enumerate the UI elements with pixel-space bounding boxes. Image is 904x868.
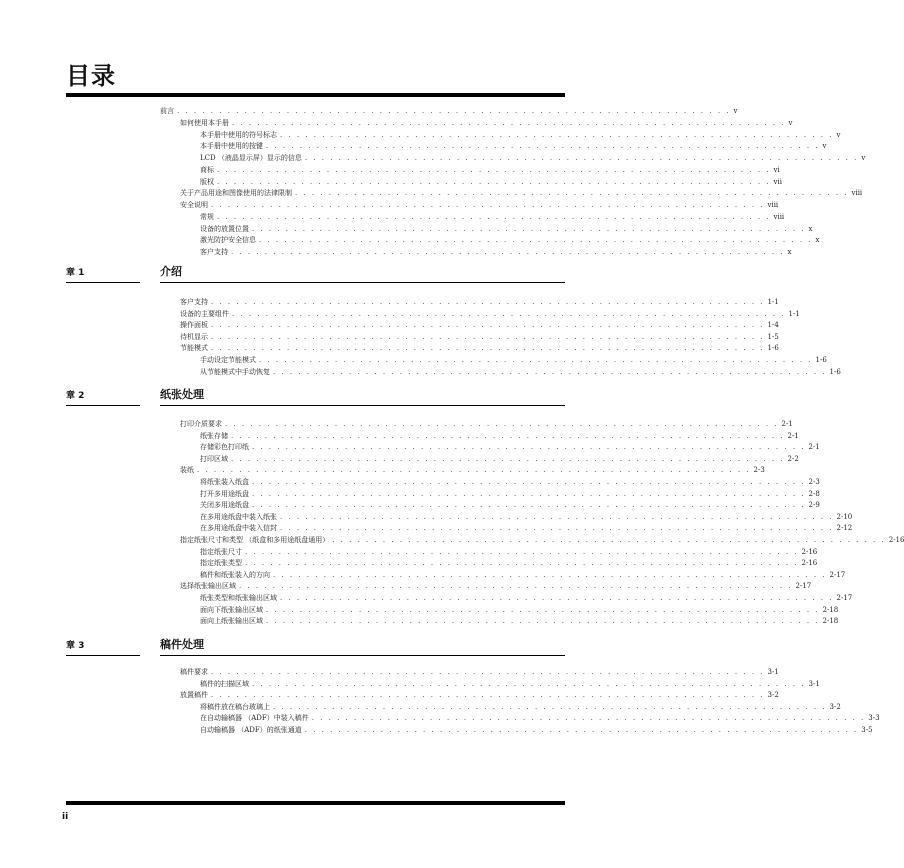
toc-entry-label: 手动设定节能模式: [200, 356, 256, 364]
toc-entry-label: 设备的主要组件: [180, 309, 229, 318]
toc-entry[interactable]: [180, 464, 765, 476]
dot-leader: . . . . . . . . . . . . . . . . . . . . . . . . . . . . . . . . . . . . . . . . . . . . . . . . . . . . . . . . . . . . . . . . . .: [280, 130, 834, 139]
chapter-title[interactable]: 纸张处理: [160, 388, 204, 401]
dot-leader: . . . . . . . . . . . . . . . . . . . . . . . . . . . . . . . . . . . . . . . . . . . . . . . . . . . . . . . . . . . . . . . . . .: [211, 201, 765, 209]
toc-entry-label: 放置稿件: [180, 691, 208, 700]
toc-entry[interactable]: [200, 712, 880, 724]
toc-entry-label: 稿件的扫描区域: [200, 679, 249, 688]
toc-entry[interactable]: [200, 546, 818, 558]
dot-leader: . . . . . . . . . . . . . . . . . . . . . . . . . . . . . . . . . . . . . . . . . . . . . . . . . . . . . . . . . . . . . . . . . .: [197, 466, 751, 475]
toc-entry-label: 本手册中使用的按键: [200, 142, 263, 151]
toc-entry-label: 将纸张装入纸盒: [200, 478, 249, 486]
chapter-title[interactable]: 介绍: [160, 265, 182, 278]
toc-entry[interactable]: [180, 187, 863, 199]
toc-entry[interactable]: [160, 105, 738, 117]
toc-entry-page: v: [788, 118, 793, 127]
toc-entry-label: 面向下纸张输出区域: [200, 605, 263, 614]
toc-entry-page: 1-6: [767, 344, 779, 353]
toc-entry-label: 打印区域: [200, 454, 228, 463]
toc-entry-label: 稿件和纸张装入的方向: [200, 570, 270, 579]
toc-entry[interactable]: [200, 453, 799, 465]
toc-entry[interactable]: [200, 152, 866, 164]
toc-entry-page: viii: [773, 212, 785, 221]
dot-leader: . . . . . . . . . . . . . . . . . . . . . . . . . . . . . . . . . . . . . . . . . . . . . . . . . . . . . . . . . . . . . . . . . .: [177, 107, 731, 115]
toc-entry[interactable]: [200, 604, 839, 616]
toc-entry-page: v: [836, 130, 841, 139]
toc-entry[interactable]: [200, 569, 846, 581]
toc-entry[interactable]: [200, 211, 785, 223]
toc-entry-page: viii: [767, 201, 779, 209]
toc-entry-page: 1-1: [767, 298, 779, 306]
toc-entry[interactable]: [200, 354, 827, 366]
dot-leader: . . . . . . . . . . . . . . . . . . . . . . . . . . . . . . . . . . . . . . . . . . . . . . . . . . . . . . . . . . . . . . . . . .: [211, 332, 765, 341]
toc-entry-page: 2-9: [808, 501, 820, 510]
toc-entry[interactable]: [180, 331, 779, 343]
chapter-rule: [160, 405, 565, 406]
toc-entry-label: 将稿件放在稿台玻璃上: [200, 702, 270, 711]
dot-leader: . . . . . . . . . . . . . . . . . . . . . . . . . . . . . . . . . . . . . . . . . . . . . . . . . . . . . . . . . . . . . . . . . .: [259, 236, 813, 245]
toc-entry[interactable]: [180, 342, 779, 354]
dot-leader: . . . . . . . . . . . . . . . . . . . . . . . . . . . . . . . . . . . . . . . . . . . . . . . . . . . . . . . . . . . . . . . . . .: [245, 547, 799, 556]
toc-entry-label: 前言: [160, 107, 174, 115]
toc-entry[interactable]: [200, 522, 853, 534]
toc-entry-page: 1-1: [788, 309, 800, 318]
toc-entry-page: 3-2: [829, 702, 841, 711]
toc-entry[interactable]: [200, 441, 820, 453]
toc-entry-label: 在自动输稿器 （ADF）中装入稿件: [200, 714, 309, 723]
toc-entry-page: 2-17: [795, 582, 812, 591]
toc-entry-page: 3-2: [767, 691, 779, 700]
toc-entry[interactable]: [200, 724, 873, 736]
toc-entry-page: 2-16: [801, 559, 818, 568]
toc-entry-page: 3-5: [861, 726, 873, 734]
toc-entry-page: v: [822, 142, 827, 151]
chapter-title[interactable]: 稿件处理: [160, 638, 204, 651]
toc-entry[interactable]: [200, 511, 853, 523]
toc-entry[interactable]: [180, 666, 779, 678]
toc-entry[interactable]: [200, 176, 782, 188]
dot-leader: . . . . . . . . . . . . . . . . . . . . . . . . . . . . . . . . . . . . . . . . . . . . . . . . . . . . . . . . . . . . . . . . . .: [231, 431, 785, 440]
toc-entry-label: 从节能模式中手动恢复: [200, 367, 270, 376]
toc-entry-label: 在多用途纸盘中装入纸张: [200, 512, 277, 521]
toc-entry[interactable]: [200, 164, 780, 176]
toc-entry-label: 在多用途纸盘中装入信封: [200, 524, 277, 533]
toc-entry-page: 1-5: [767, 332, 779, 341]
toc-entry[interactable]: [200, 488, 820, 500]
dot-leader: . . . . . . . . . . . . . . . . . . . . . . . . . . . . . . . . . . . . . . . . . . . . . . . . . . . . . . . . . . . . . . . . . .: [231, 248, 785, 256]
toc-entry-page: 2-17: [829, 570, 846, 579]
toc-entry-page: 2-1: [787, 431, 799, 440]
dot-leader: . . . . . . . . . . . . . . . . . . . . . . . . . . . . . . . . . . . . . . . . . . . . . . . . . . . . . . . . . . . . . . . . . .: [280, 594, 834, 602]
dot-leader: . . . . . . . . . . . . . . . . . . . . . . . . . . . . . . . . . . . . . . . . . . . . . . . . . . . . . . . . . . . . . . . . . .: [273, 367, 827, 376]
chapter-number: 章 3: [66, 641, 85, 651]
chapter-rule: [160, 282, 565, 283]
dot-leader: . . . . . . . . . . . . . . . . . . . . . . . . . . . . . . . . . . . . . . . . . . . . . . . . . . . . . . . . . . . . . . . . . .: [211, 691, 765, 700]
chapter-number: 章 1: [66, 268, 85, 278]
toc-entry-label: 常规: [200, 212, 214, 221]
toc-entry-page: 3-1: [808, 679, 820, 688]
toc-entry[interactable]: [180, 308, 800, 320]
dot-leader: . . . . . . . . . . . . . . . . . . . . . . . . . . . . . . . . . . . . . . . . . . . . . . . . . . . . . . . . . . . . . . . . . .: [217, 177, 771, 186]
dot-leader: . . . . . . . . . . . . . . . . . . . . . . . . . . . . . . . . . . . . . . . . . . . . . . . . . . . . . . . . . . . . . . . . . .: [252, 224, 806, 233]
toc-entry-page: 2-3: [808, 478, 820, 486]
toc-entry[interactable]: [180, 199, 779, 211]
title-rule: [66, 93, 565, 97]
dot-leader: . . . . . . . . . . . . . . . . . . . . . . . . . . . . . . . . . . . . . . . . . . . . . . . . . . . . . . . . . . . . . . . . . .: [211, 344, 765, 353]
toc-entry-label: LCD （液晶显示屏）显示的信息: [200, 154, 302, 162]
toc-entry-label: 待机显示: [180, 332, 208, 341]
toc-entry-page: vi: [773, 165, 780, 174]
toc-entry[interactable]: [200, 678, 820, 690]
dot-leader: . . . . . . . . . . . . . . . . . . . . . . . . . . . . . . . . . . . . . . . . . . . . . . . . . . . . . . . . . . . . . . . . . .: [273, 570, 827, 579]
toc-entry-page: 2-10: [836, 512, 853, 521]
dot-leader: . . . . . . . . . . . . . . . . . . . . . . . . . . . . . . . . . . . . . . . . . . . . . . . . . . . . . . . . . . . . . . . . . .: [280, 524, 834, 533]
toc-entry-label: 装纸: [180, 466, 194, 475]
toc-entry[interactable]: [200, 246, 792, 258]
page-title: 目录: [66, 62, 116, 90]
chapter-rule: [160, 655, 565, 656]
toc-entry-label: 指定纸张尺寸和类型 （纸盒和多用途纸盘通用）: [180, 536, 330, 544]
toc-entry-label: 存储彩色打印纸: [200, 443, 249, 452]
toc-entry[interactable]: [200, 140, 827, 152]
toc-entry-page: 2-18: [822, 605, 839, 614]
toc-entry-page: 1-6: [815, 356, 827, 364]
toc-entry-page: 2-1: [808, 443, 820, 452]
chapter-rule: [66, 405, 140, 406]
toc-entry-label: 激光防护安全信息: [200, 236, 256, 245]
toc-entry[interactable]: [180, 418, 793, 430]
toc-entry[interactable]: [180, 580, 812, 592]
dot-leader: . . . . . . . . . . . . . . . . . . . . . . . . . . . . . . . . . . . . . . . . . . . . . . . . . . . . . . . . . . . . . . . . . .: [225, 420, 779, 428]
dot-leader: . . . . . . . . . . . . . . . . . . . . . . . . . . . . . . . . . . . . . . . . . . . . . . . . . . . . . . . . . . . . . . . . . .: [232, 118, 786, 127]
chapter-number: 章 2: [66, 391, 85, 401]
toc-entry-label: 面向上纸张输出区域: [200, 617, 263, 626]
dot-leader: . . . . . . . . . . . . . . . . . . . . . . . . . . . . . . . . . . . . . . . . . . . . . . . . . . . . . . . . . . . . . . . . . .: [217, 212, 771, 221]
toc-entry-label: 纸张类型和纸张输出区域: [200, 594, 277, 602]
toc-entry-page: v: [861, 154, 866, 162]
toc-entry-page: 2-2: [787, 454, 799, 463]
toc-entry-label: 如何使用本手册: [180, 118, 229, 127]
dot-leader: . . . . . . . . . . . . . . . . . . . . . . . . . . . . . . . . . . . . . . . . . . . . . . . . . . . . . . . . . . . . . . . . . .: [266, 617, 820, 626]
toc-entry-label: 指定纸张类型: [200, 559, 242, 568]
toc-entry[interactable]: [200, 476, 820, 488]
footer-page-number: ii: [62, 812, 69, 822]
toc-entry[interactable]: [200, 557, 818, 569]
dot-leader: . . . . . . . . . . . . . . . . . . . . . . . . . . . . . . . . . . . . . . . . . . . . . . . . . . . . . . . . . . . . . . . . . .: [252, 478, 806, 486]
toc-entry-label: 安全说明: [180, 201, 208, 209]
dot-leader: . . . . . . . . . . . . . . . . . . . . . . . . . . . . . . . . . . . . . . . . . . . . . . . . . . . . . . . . . . . . . . . . . .: [245, 559, 799, 568]
toc-entry-label: 操作面板: [180, 321, 208, 330]
toc-entry[interactable]: [200, 499, 820, 511]
toc-entry-page: 2-17: [836, 594, 853, 602]
toc-entry-label: 设备的放置位置: [200, 224, 249, 233]
chapter-rule: [66, 282, 140, 283]
toc-entry-page: viii: [851, 189, 863, 198]
toc-entry-page: 2-16: [801, 547, 818, 556]
toc-entry-page: 2-12: [836, 524, 853, 533]
dot-leader: . . . . . . . . . . . . . . . . . . . . . . . . . . . . . . . . . . . . . . . . . . . . . . . . . . . . . . . . . . . . . . . . . .: [211, 298, 765, 306]
dot-leader: . . . . . . . . . . . . . . . . . . . . . . . . . . . . . . . . . . . . . . . . . . . . . . . . . . . . . . . . . . . . . . . . . .: [252, 501, 806, 510]
dot-leader: . . . . . . . . . . . . . . . . . . . . . . . . . . . . . . . . . . . . . . . . . . . . . . . . . . . . . . . . . . . . . . . . . .: [259, 356, 813, 364]
toc-entry-label: 选择纸张输出区域: [180, 582, 236, 591]
dot-leader: . . . . . . . . . . . . . . . . . . . . . . . . . . . . . . . . . . . . . . . . . . . . . . . . . . . . . . . . . . . . . . . . . .: [280, 512, 834, 521]
dot-leader: . . . . . . . . . . . . . . . . . . . . . . . . . . . . . . . . . . . . . . . . . . . . . . . . . . . . . . . . . . . . . . . . . .: [252, 679, 806, 688]
chapter-rule: [66, 655, 140, 656]
toc-entry-page: 3-1: [767, 668, 779, 676]
toc-entry-label: 客户支持: [180, 298, 208, 306]
toc-entry-page: 2-1: [781, 420, 793, 428]
toc-entry[interactable]: [180, 534, 904, 546]
dot-leader: . . . . . . . . . . . . . . . . . . . . . . . . . . . . . . . . . . . . . . . . . . . . . . . . . . . . . . . . . . . . . . . . . .: [239, 582, 793, 591]
toc-entry-label: 节能模式: [180, 344, 208, 353]
dot-leader: . . . . . . . . . . . . . . . . . . . . . . . . . . . . . . . . . . . . . . . . . . . . . . . . . . . . . . . . . . . . . . . . . .: [211, 668, 765, 676]
toc-entry-page: 2-8: [808, 489, 820, 498]
dot-leader: . . . . . . . . . . . . . . . . . . . . . . . . . . . . . . . . . . . . . . . . . . . . . . . . . . . . . . . . . . . . . . . . . .: [211, 321, 765, 330]
dot-leader: . . . . . . . . . . . . . . . . . . . . . . . . . . . . . . . . . . . . . . . . . . . . . . . . . . . . . . . . . . . . . . . . . .: [295, 189, 849, 198]
toc-entry-page: vii: [773, 177, 782, 186]
toc-entry-label: 打印介质要求: [180, 420, 222, 428]
toc-entry-label: 指定纸张尺寸: [200, 547, 242, 556]
toc-entry[interactable]: [200, 223, 813, 235]
toc-entry-page: x: [787, 248, 792, 256]
dot-leader: . . . . . . . . . . . . . . . . . . . . . . . . . . . . . . . . . . . . . . . . . . . . . . . . . . . . . . . . . . . . . . . . . .: [304, 154, 859, 162]
toc-entry-label: 自动输稿器 （ADF）的纸张通道: [200, 726, 302, 734]
toc-entry-page: 3-3: [868, 714, 880, 723]
toc-entry-label: 版权: [200, 177, 214, 186]
dot-leader: . . . . . . . . . . . . . . . . . . . . . . . . . . . . . . . . . . . . . . . . . . . . . . . . . . . . . . . . . . . . . . . . . .: [266, 142, 820, 151]
toc-entry-label: 打开多用途纸盘: [200, 489, 249, 498]
toc-entry[interactable]: [180, 689, 779, 701]
toc-entry[interactable]: [180, 296, 779, 308]
toc-entry-page: 2-18: [822, 617, 839, 626]
dot-leader: . . . . . . . . . . . . . . . . . . . . . . . . . . . . . . . . . . . . . . . . . . . . . . . . . . . . . . . . . . . . . . . . . .: [232, 309, 786, 318]
toc-entry-page: v: [733, 107, 738, 115]
toc-entry-page: 2-16: [888, 536, 904, 544]
dot-leader: . . . . . . . . . . . . . . . . . . . . . . . . . . . . . . . . . . . . . . . . . . . . . . . . . . . . . . . . . . . . . . . . . .: [252, 443, 806, 452]
dot-leader: . . . . . . . . . . . . . . . . . . . . . . . . . . . . . . . . . . . . . . . . . . . . . . . . . . . . . . . . . . . . . . . . . .: [252, 489, 806, 498]
dot-leader: . . . . . . . . . . . . . . . . . . . . . . . . . . . . . . . . . . . . . . . . . . . . . . . . . . . . . . . . . . . . . . . . . .: [311, 714, 866, 723]
toc-entry[interactable]: [200, 701, 841, 713]
toc-entry-label: 关闭多用途纸盘: [200, 501, 249, 510]
toc-entry-page: x: [815, 236, 820, 245]
toc-entry[interactable]: [180, 117, 793, 129]
toc-entry[interactable]: [200, 592, 853, 604]
toc-entry-page: 2-3: [753, 466, 765, 475]
toc-entry-label: 客户支持: [200, 248, 228, 256]
dot-leader: . . . . . . . . . . . . . . . . . . . . . . . . . . . . . . . . . . . . . . . . . . . . . . . . . . . . . . . . . . . . . . . . . .: [304, 726, 859, 734]
dot-leader: . . . . . . . . . . . . . . . . . . . . . . . . . . . . . . . . . . . . . . . . . . . . . . . . . . . . . . . . . . . . . . . . . .: [217, 165, 771, 174]
toc-entry[interactable]: [200, 430, 799, 442]
toc-entry-label: 纸张存储: [200, 431, 228, 440]
toc-entry-label: 商标: [200, 165, 214, 174]
dot-leader: . . . . . . . . . . . . . . . . . . . . . . . . . . . . . . . . . . . . . . . . . . . . . . . . . . . . . . . . . . . . . . . . . .: [332, 536, 886, 544]
toc-entry[interactable]: [200, 234, 820, 246]
toc-entry-page: 1-4: [767, 321, 779, 330]
toc-entry[interactable]: [180, 319, 779, 331]
footer-rule: [66, 801, 565, 805]
toc-entry-page: x: [808, 224, 813, 233]
dot-leader: . . . . . . . . . . . . . . . . . . . . . . . . . . . . . . . . . . . . . . . . . . . . . . . . . . . . . . . . . . . . . . . . . .: [273, 702, 827, 711]
toc-entry-label: 关于产品用途和图像使用的法律限制: [180, 189, 292, 198]
dot-leader: . . . . . . . . . . . . . . . . . . . . . . . . . . . . . . . . . . . . . . . . . . . . . . . . . . . . . . . . . . . . . . . . . .: [231, 454, 785, 463]
toc-entry[interactable]: [200, 615, 839, 627]
toc-entry-page: 1-6: [829, 367, 841, 376]
toc-entry[interactable]: [200, 129, 841, 141]
toc-entry[interactable]: [200, 366, 841, 378]
toc-entry-label: 本手册中使用的符号标志: [200, 130, 277, 139]
dot-leader: . . . . . . . . . . . . . . . . . . . . . . . . . . . . . . . . . . . . . . . . . . . . . . . . . . . . . . . . . . . . . . . . . .: [266, 605, 820, 614]
toc-entry-label: 稿件要求: [180, 668, 208, 676]
